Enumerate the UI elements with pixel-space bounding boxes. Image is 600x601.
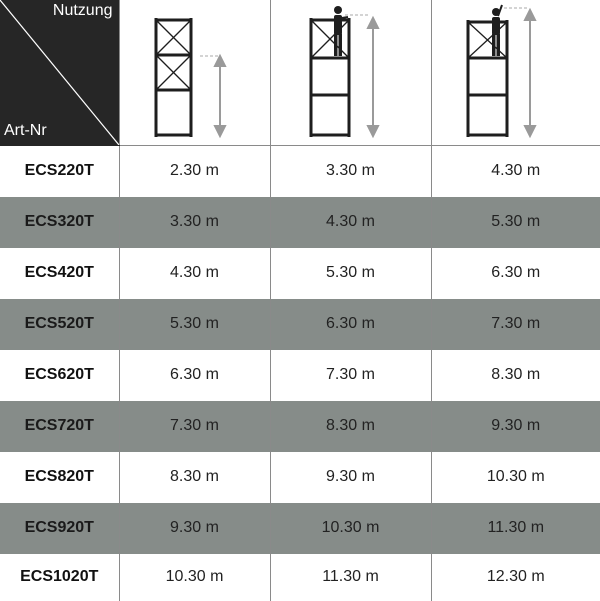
height-cell-1: 6.30 m — [119, 350, 270, 401]
height-cell-1: 3.30 m — [119, 197, 270, 248]
height-cell-1: 10.30 m — [119, 554, 270, 601]
art-number-cell: ECS920T — [0, 503, 119, 554]
height-cell-1: 9.30 m — [119, 503, 270, 554]
height-cell-3: 4.30 m — [431, 146, 600, 197]
height-cell-2: 3.30 m — [270, 146, 431, 197]
header-col-3 — [431, 0, 600, 146]
height-cell-2: 6.30 m — [270, 299, 431, 350]
table-row — [0, 299, 600, 350]
height-cell-2: 5.30 m — [270, 248, 431, 299]
usage-label: Nutzung — [53, 2, 113, 20]
art-number-cell: ECS620T — [0, 350, 119, 401]
height-cell-2: 9.30 m — [270, 452, 431, 503]
table-row — [0, 350, 600, 401]
table-body — [0, 146, 600, 601]
height-cell-3: 6.30 m — [431, 248, 600, 299]
scaffold-with-person-standing-icon — [271, 0, 432, 145]
table-row — [0, 554, 600, 601]
height-cell-3: 12.30 m — [431, 554, 600, 601]
table-row — [0, 248, 600, 299]
height-cell-3: 11.30 m — [431, 503, 600, 554]
height-cell-2: 7.30 m — [270, 350, 431, 401]
height-cell-3: 10.30 m — [431, 452, 600, 503]
art-number-cell: ECS220T — [0, 146, 119, 197]
table-row — [0, 452, 600, 503]
table-row — [0, 401, 600, 452]
height-cell-3: 7.30 m — [431, 299, 600, 350]
height-cell-1: 5.30 m — [119, 299, 270, 350]
table-row — [0, 503, 600, 554]
art-number-label: Art-Nr — [4, 122, 47, 140]
height-cell-2: 8.30 m — [270, 401, 431, 452]
height-cell-1: 8.30 m — [119, 452, 270, 503]
height-cell-2: 11.30 m — [270, 554, 431, 601]
scaffold-with-person-reaching-icon — [432, 0, 600, 145]
height-cell-1: 7.30 m — [119, 401, 270, 452]
art-number-cell: ECS320T — [0, 197, 119, 248]
scaffold-tower-height-icon — [120, 0, 271, 145]
header-col-2 — [270, 0, 431, 146]
height-cell-2: 10.30 m — [270, 503, 431, 554]
art-number-cell: ECS1020T — [0, 554, 119, 601]
height-cell-3: 5.30 m — [431, 197, 600, 248]
height-cell-3: 8.30 m — [431, 350, 600, 401]
art-number-cell: ECS720T — [0, 401, 119, 452]
height-cell-3: 9.30 m — [431, 401, 600, 452]
height-cell-1: 4.30 m — [119, 248, 270, 299]
art-number-cell: ECS420T — [0, 248, 119, 299]
height-cell-2: 4.30 m — [270, 197, 431, 248]
header-row — [0, 0, 600, 146]
art-number-cell: ECS820T — [0, 452, 119, 503]
corner-header-cell — [0, 0, 119, 146]
table-row — [0, 197, 600, 248]
header-col-1 — [119, 0, 270, 146]
table-row — [0, 146, 600, 197]
art-number-cell: ECS520T — [0, 299, 119, 350]
height-cell-1: 2.30 m — [119, 146, 270, 197]
